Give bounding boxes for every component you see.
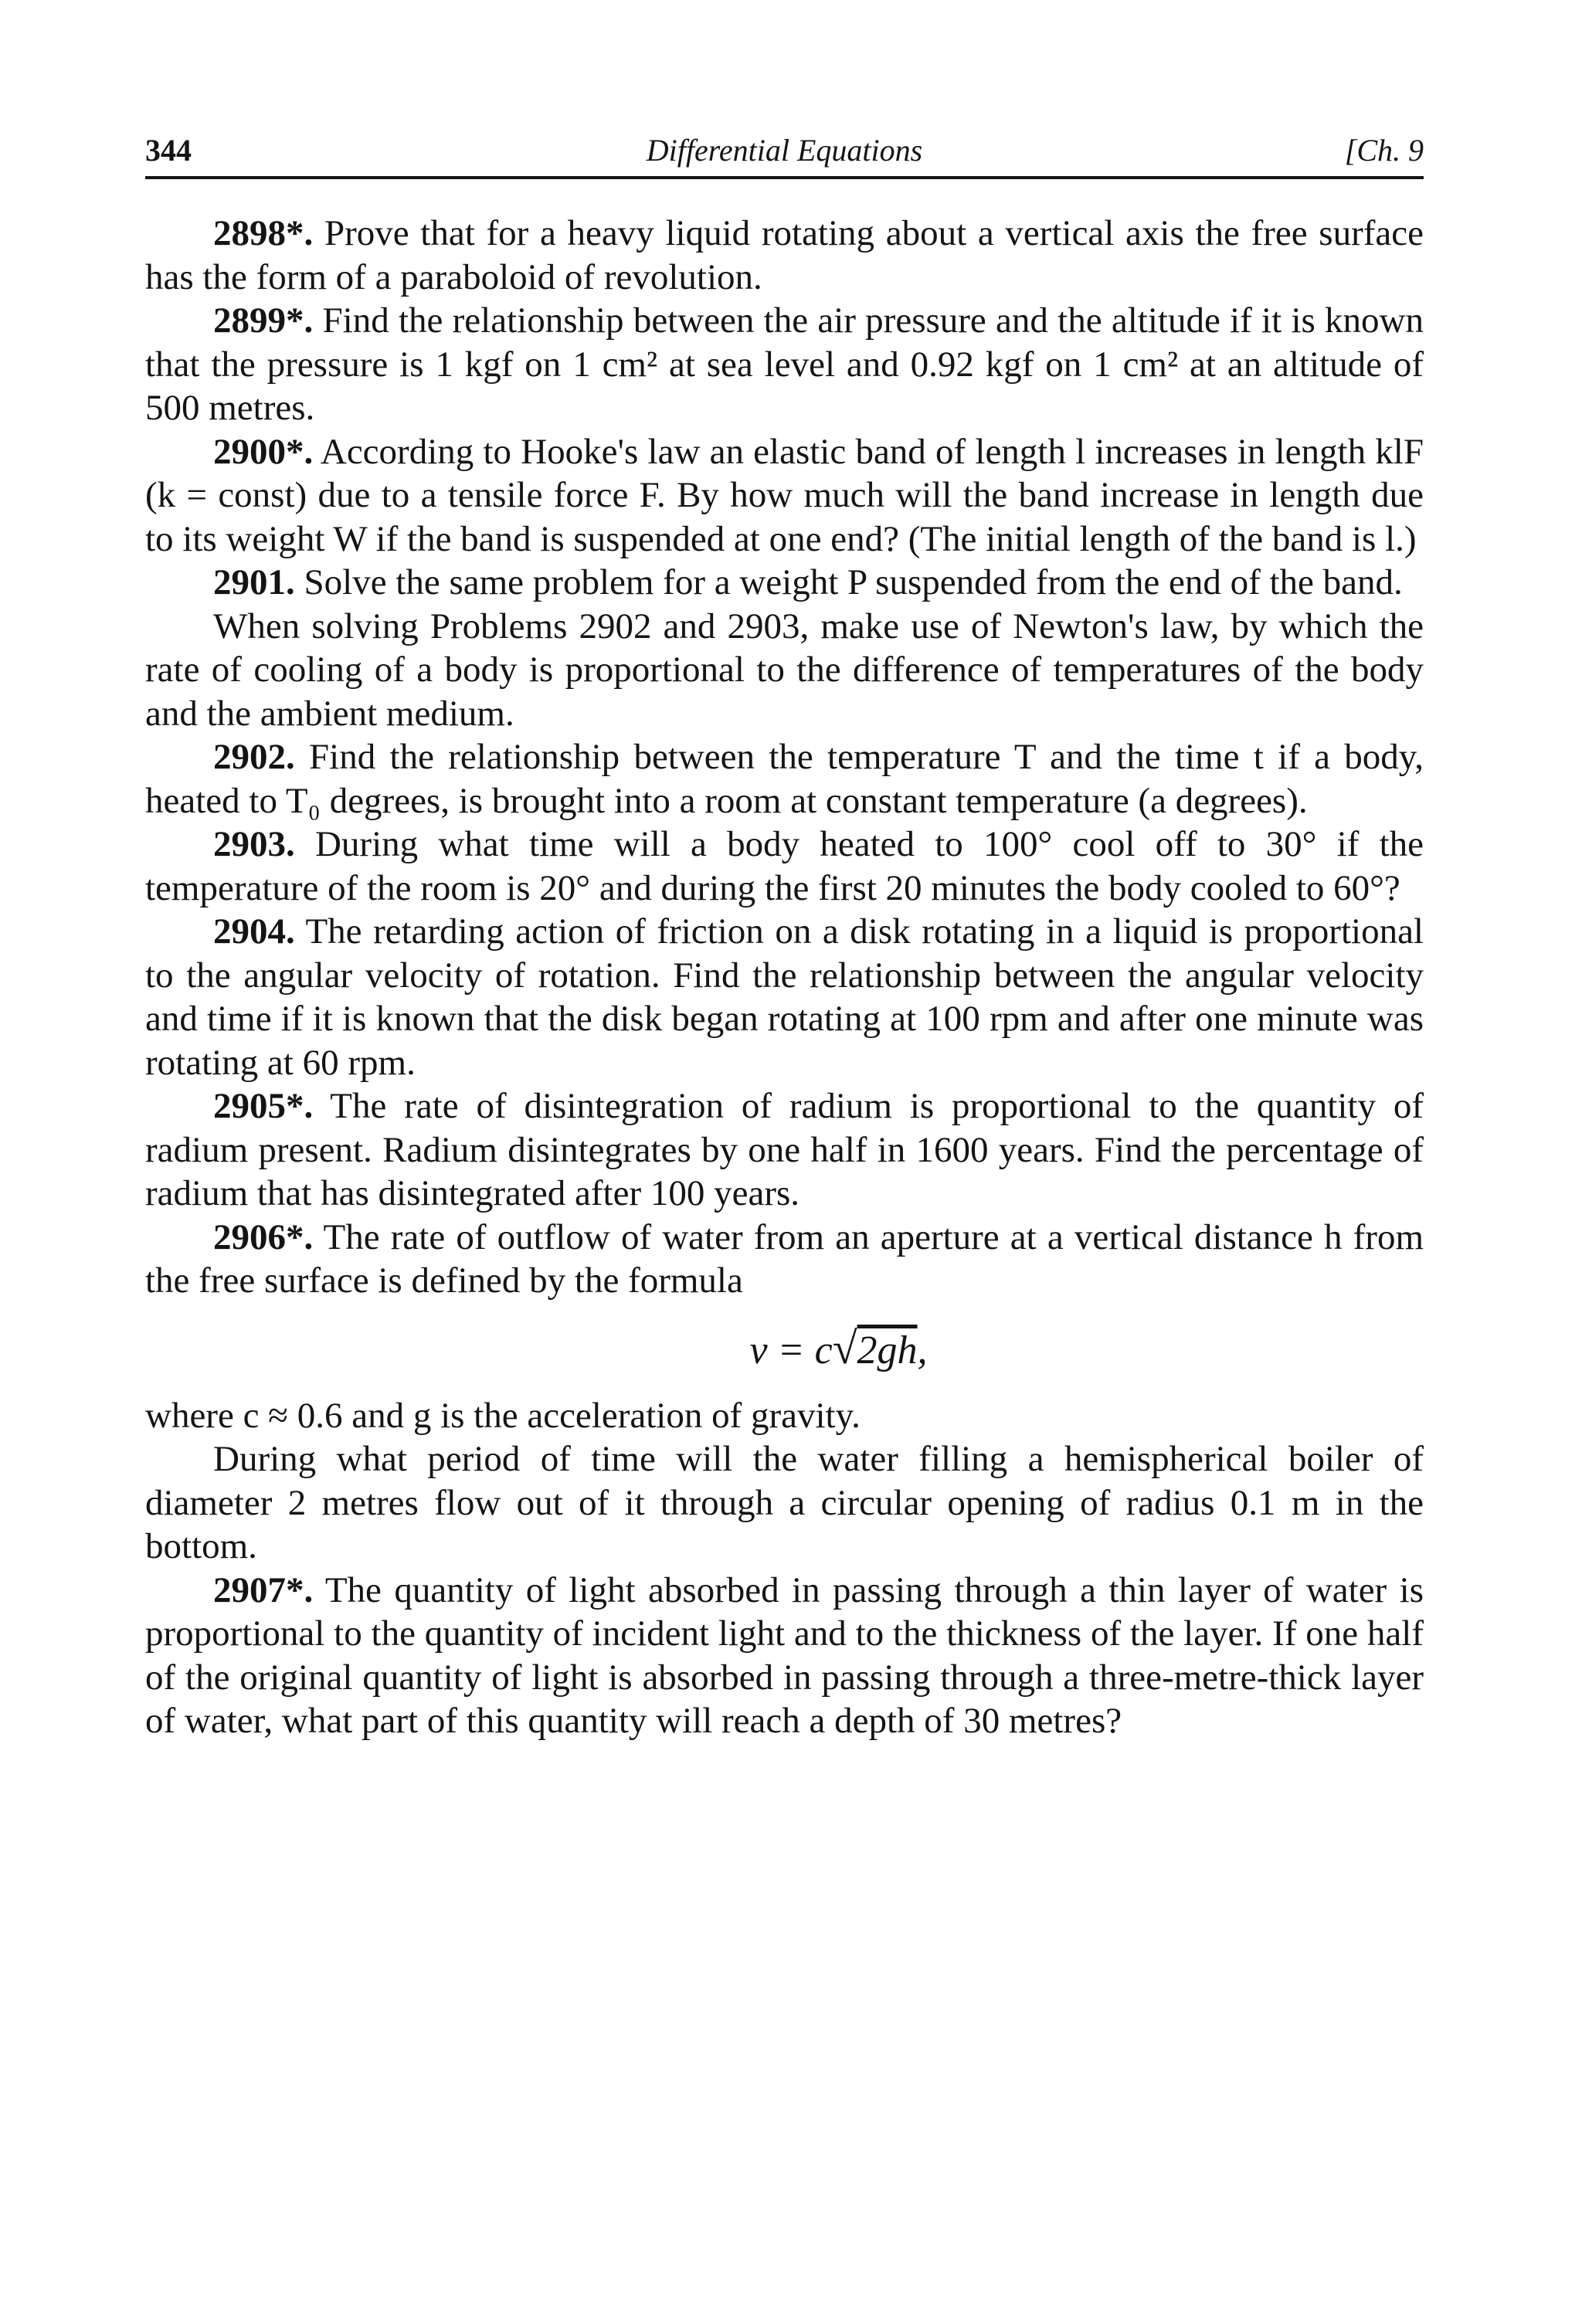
problem-2906: 2906*. The rate of outflow of water from an aperture at a vertical distance h from the free surface is defined by the formula (145, 1216, 1424, 1301)
outflow-formula (145, 1303, 1424, 1394)
problem-2898: 2898*. Prove that for a heavy liquid rotating about a vertical axis the free surface has the form of a paraboloid of revolution. (145, 213, 1424, 297)
problem-2903: 2903. During what time will a body heated to 100° cool off to 30° if the temperature of the room is 20° and during the first 20 minutes the body cooled to 60°? (145, 824, 1424, 908)
problem-2904: 2904. The retarding action of friction on a disk rotating in a liquid is proportional to the angular velocity of rotation. Find the relationship between the angular velocity and time if it is known that the disk began rotating at 100 rpm and after one minute was rotating at 60 rpm. (145, 911, 1424, 1083)
running-title: Differential Equations (646, 133, 923, 168)
problem-2905: 2905*. The rate of disintegration of radium is proportional to the quantity of radium present. Radium disintegrates by one half in 1600 years. Find the percentage of radium that has disintegrated after 100 years. (145, 1086, 1424, 1213)
problem-2902: 2902. Find the relationship between the temperature T and the time t if a body, heated to T₀ degrees, is brought into a room at constant temperature (a degrees). (145, 737, 1424, 821)
formula-explanation: where c ≈ 0.6 and g is the acceleration of gravity. (145, 1395, 861, 1436)
formula-trail: , (917, 1328, 928, 1372)
chapter-label: [Ch. 9 (1344, 133, 1424, 168)
running-header (145, 131, 1424, 179)
problem-2907: 2907*. The quantity of light absorbed in passing through a thin layer of water is proportional to the quantity of incident light and to the thickness of the layer. If one half of the original quantity of light is absorbed in passing through a three-metre-thick layer of water, what part of this quantity will reach a depth of 30 metres? (145, 1569, 1424, 1741)
problem-2899: 2899*. Find the relationship between the air pressure and the altitude if it is known that the pressure is 1 kgf on 1 cm² at sea level and 0.92 kgf on 1 cm² at an altitude of 500 metres. (145, 300, 1424, 428)
page-body (145, 212, 1424, 1743)
formula-radicand: 2gh (857, 1328, 918, 1372)
book-page (145, 131, 1424, 1743)
problem-2900: 2900*. According to Hooke's law an elastic band of length l increases in length klF (k = const) due to a tensile force F. By how much will the band increase in length due to its weight W if the band is suspended at one end? (The initial length of the band is l.) (145, 431, 1424, 559)
problem-2906-continuation: During what period of time will the water filling a hemispherical boiler of diameter 2 metres flow out of it through a circular opening of radius 0.1 m in the bottom. (145, 1439, 1424, 1566)
page-number: 344 (145, 133, 192, 168)
newton-law-note: When solving Problems 2902 and 2903, make use of Newton's law, by which the rate of cooling of a body is proportional to the difference of temperatures of the body and the ambient medium. (145, 606, 1424, 734)
sqrt-symbol: √ (832, 1322, 857, 1373)
formula-lhs: v = c (749, 1328, 833, 1372)
problem-2901: 2901. Solve the same problem for a weight P suspended from the end of the band. (213, 562, 1403, 602)
